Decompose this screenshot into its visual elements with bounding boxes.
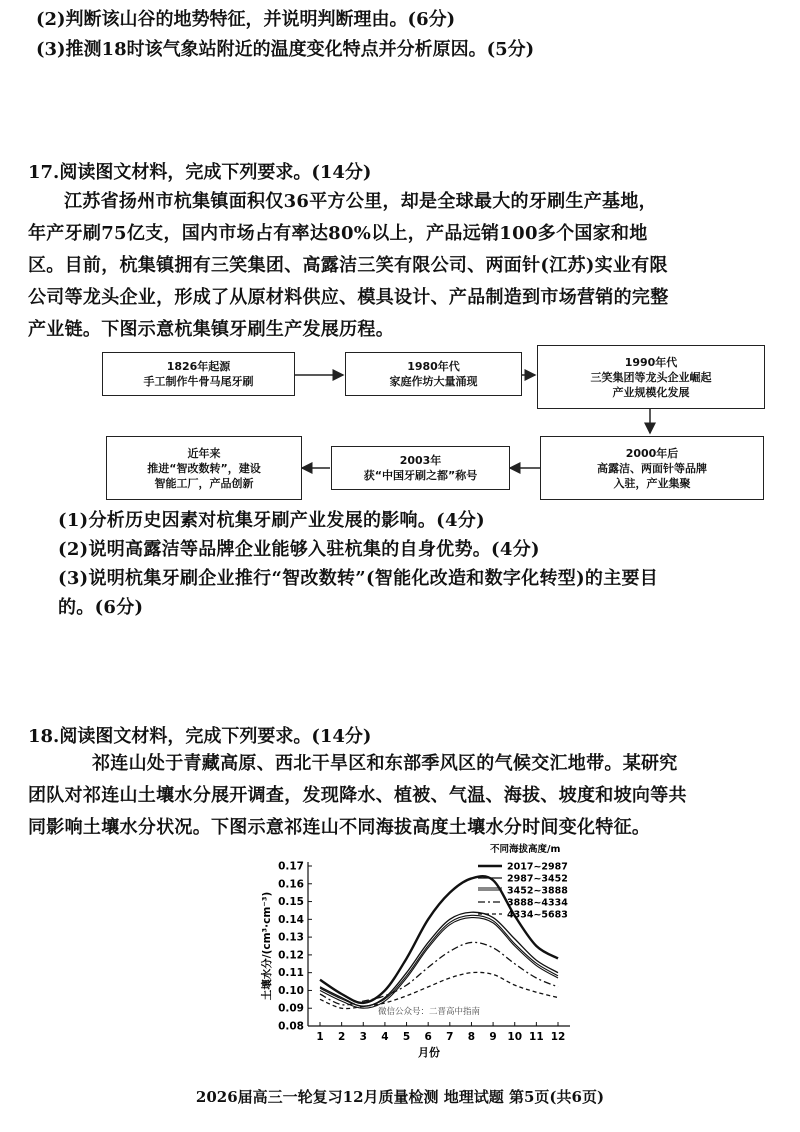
flow-box-2000: 2000年后 高露洁、两面针等品牌 入驻，产业集聚 — [540, 436, 764, 500]
q17-title: 17.阅读图文材料，完成下列要求。(14分) — [28, 162, 372, 183]
y-tick-label: 0.17 — [278, 860, 304, 873]
y-tick-label: 0.10 — [278, 984, 304, 997]
question-2: (2)判断该山谷的地势特征，并说明判断理由。(6分) — [36, 9, 456, 30]
q18-line: 祁连山处于青藏高原、西北干旱区和东部季风区的气候交汇地带。某研究 — [92, 753, 678, 774]
legend-label: 3888~4334 — [507, 897, 568, 909]
q17-line: 产业链。下图示意杭集镇牙刷生产发展历程。 — [28, 319, 394, 340]
x-tick-label: 8 — [467, 1031, 476, 1043]
series-line-4334~5683 — [320, 972, 558, 1008]
y-axis-label: 土壤水分/(cm³·cm⁻³) — [261, 891, 273, 1001]
question-3: (3)推测18时该气象站附近的温度变化特点并分析原因。(5分) — [36, 39, 535, 60]
q17-line: 江苏省扬州市杭集镇面积仅36平方公里，却是全球最大的牙刷生产基地， — [64, 191, 657, 212]
x-axis-label: 月份 — [418, 1046, 440, 1059]
x-tick-label: 7 — [446, 1031, 454, 1043]
y-tick-label: 0.13 — [278, 931, 304, 944]
q18-line: 同影响土壤水分状况。下图示意祁连山不同海拔高度土壤水分时间变化特征。 — [28, 817, 651, 838]
y-tick-label: 0.15 — [278, 896, 304, 909]
y-tick-label: 0.09 — [278, 1002, 304, 1015]
q18-title: 18.阅读图文材料，完成下列要求。(14分) — [28, 726, 372, 747]
y-tick-label: 0.12 — [278, 949, 304, 962]
legend-label: 4334~5683 — [507, 909, 568, 921]
q18-line: 团队对祁连山土壤水分展开调查，发现降水、植被、气温、海拔、坡度和坡向等共 — [28, 785, 687, 806]
q17-line: 公司等龙头企业，形成了从原材料供应、模具设计、产品制造到市场营销的完整 — [28, 287, 669, 308]
x-tick-label: 4 — [381, 1031, 389, 1043]
series-line-3452~3888 — [320, 918, 558, 1009]
q17-question: 的。(6分) — [58, 597, 144, 618]
page-footer: 2026届高三一轮复习12月质量检测 地理试题 第5页(共6页) — [195, 1088, 605, 1106]
x-tick-label: 2 — [337, 1031, 346, 1043]
q17-question: (3)说明杭集牙刷企业推行“智改数转”(智能化改造和数字化转型)的主要目 — [58, 568, 659, 589]
legend-label: 2987~3452 — [507, 873, 568, 885]
x-tick-label: 10 — [507, 1031, 523, 1043]
q17-line: 区。目前，杭集镇拥有三笑集团、高露洁三笑有限公司、两面针(江苏)实业有限 — [28, 255, 668, 276]
q17-question: (2)说明高露洁等品牌企业能够入驻杭集的自身优势。(4分) — [58, 539, 540, 560]
x-tick-label: 6 — [424, 1031, 432, 1043]
q17-question: (1)分析历史因素对杭集牙刷产业发展的影响。(4分) — [58, 510, 485, 531]
y-tick-label: 0.14 — [278, 913, 304, 926]
y-tick-label: 0.16 — [278, 878, 304, 891]
flow-box-recent: 近年来 推进“智改数转”，建设 智能工厂，产品创新 — [106, 436, 302, 500]
x-tick-label: 1 — [316, 1031, 324, 1043]
y-tick-label: 0.11 — [278, 967, 304, 980]
watermark: 微信公众号：二晋高中指南 — [378, 1007, 481, 1017]
x-tick-label: 9 — [489, 1031, 497, 1043]
x-tick-label: 12 — [550, 1031, 566, 1043]
flow-box-1990: 1990年代 三笑集团等龙头企业崛起 产业规模化发展 — [537, 345, 765, 409]
x-tick-label: 5 — [402, 1031, 411, 1043]
x-tick-label: 11 — [529, 1031, 544, 1043]
flow-box-1980: 1980年代 家庭作坊大量涌现 — [345, 352, 522, 396]
q17-questions — [58, 506, 788, 622]
flow-box-1826: 1826年起源 手工制作牛骨马尾牙刷 — [102, 352, 295, 396]
x-tick-label: 3 — [359, 1031, 367, 1043]
legend-title: 不同海拔高度/m — [490, 844, 561, 855]
q17-line: 年产牙刷75亿支，国内市场占有率达80%以上，产品远销100多个国家和地 — [28, 223, 648, 244]
soil-moisture-chart — [250, 838, 590, 1073]
flow-box-2003: 2003年 获“中国牙刷之都”称号 — [331, 446, 510, 490]
q18-body — [28, 748, 778, 844]
legend-label: 2017~2987 — [507, 861, 568, 873]
legend-label: 3452~3888 — [507, 885, 568, 897]
y-tick-label: 0.08 — [278, 1020, 304, 1033]
